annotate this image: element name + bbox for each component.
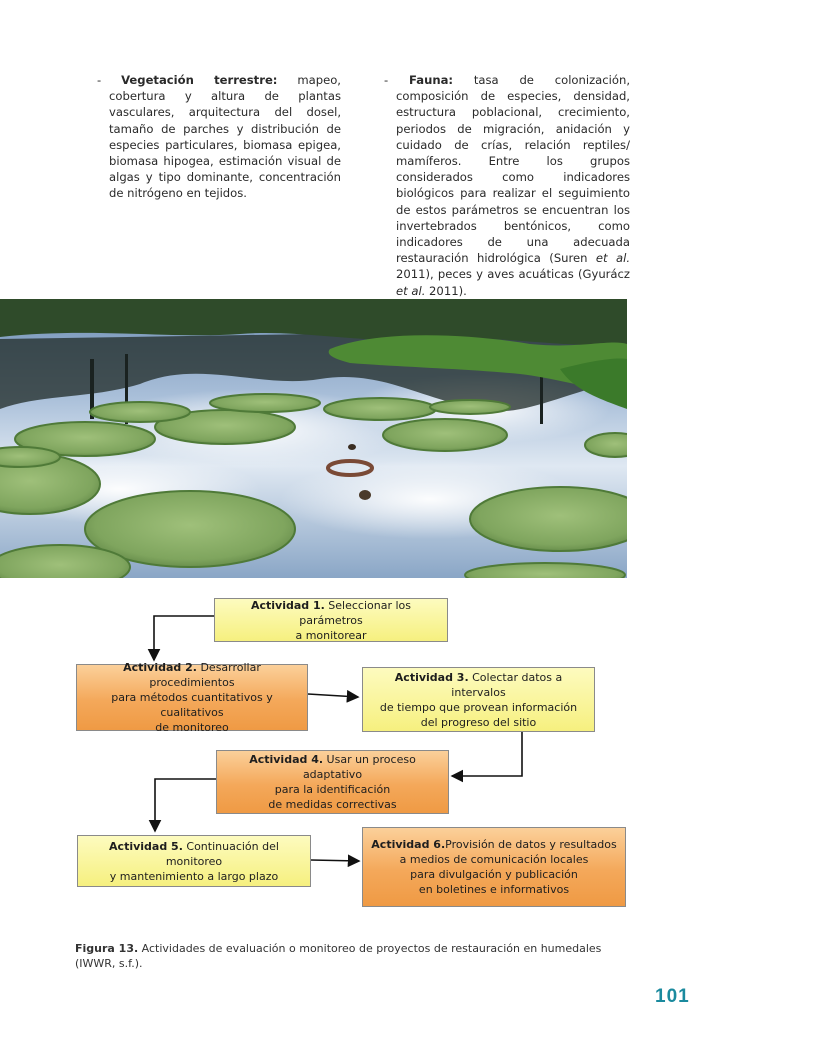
fauna-label: Fauna: — [409, 73, 454, 87]
left-text-column — [97, 72, 341, 202]
right-text-column — [384, 72, 630, 299]
water-lilies-photo — [0, 299, 627, 578]
activity-4-box: Actividad 4. Usar un proceso adaptativo para la identificación de medidas correctivas — [216, 750, 449, 814]
page-number: 101 — [655, 986, 690, 1007]
fauna-paragraph: - Fauna: tasa de colonización, composición de especies, densidad, estructura poblacional, crecimiento, periodos de migración, anidación y cuidado de crías, relación reptiles/ mamíferos. Entre los grupos considerados como indicadores biológicos para realizar el seguimiento de estos parámetros se encuentran los invertebrados bentónicos, como indicadores de una adecuada restauración hidrológica (Suren et al. 2011), peces y aves acuáticas (Gyurácz et al. 2011). — [384, 73, 631, 298]
figure-caption: Figura 13. Actividades de evaluación o monitoreo de proyectos de restauración en humedales (IWWR, s.f.). — [75, 942, 602, 970]
activity-2-box: Actividad 2. Desarrollar procedimientos para métodos cuantitativos y cualitativos de monitoreo — [76, 664, 308, 731]
activity-5-box: Actividad 5. Continuación del monitoreo y mantenimiento a largo plazo — [77, 835, 311, 887]
vegetation-label: Vegetación terrestre: — [121, 73, 278, 87]
figure-label: Figura 13. — [75, 942, 139, 955]
activity-1-box: Actividad 1. Seleccionar los parámetros a monitorear — [214, 598, 448, 642]
activity-3-box: Actividad 3. Colectar datos a intervalos de tiempo que provean información del progreso del sitio — [362, 667, 595, 732]
vegetation-paragraph: - Vegetación terrestre: mapeo, cobertura y altura de plantas vasculares, arquitectura del dosel, tamaño de parches y distribución de especies particulares, biomasa epigea, biomasa hipogea, estimación visual de algas y tipo dominante, concentración de nitrógeno en tejidos. — [97, 73, 341, 201]
activity-6-box: Actividad 6.Provisión de datos y resultados a medios de comunicación locales para divulgación y publicación en boletines e informativos — [362, 827, 626, 907]
